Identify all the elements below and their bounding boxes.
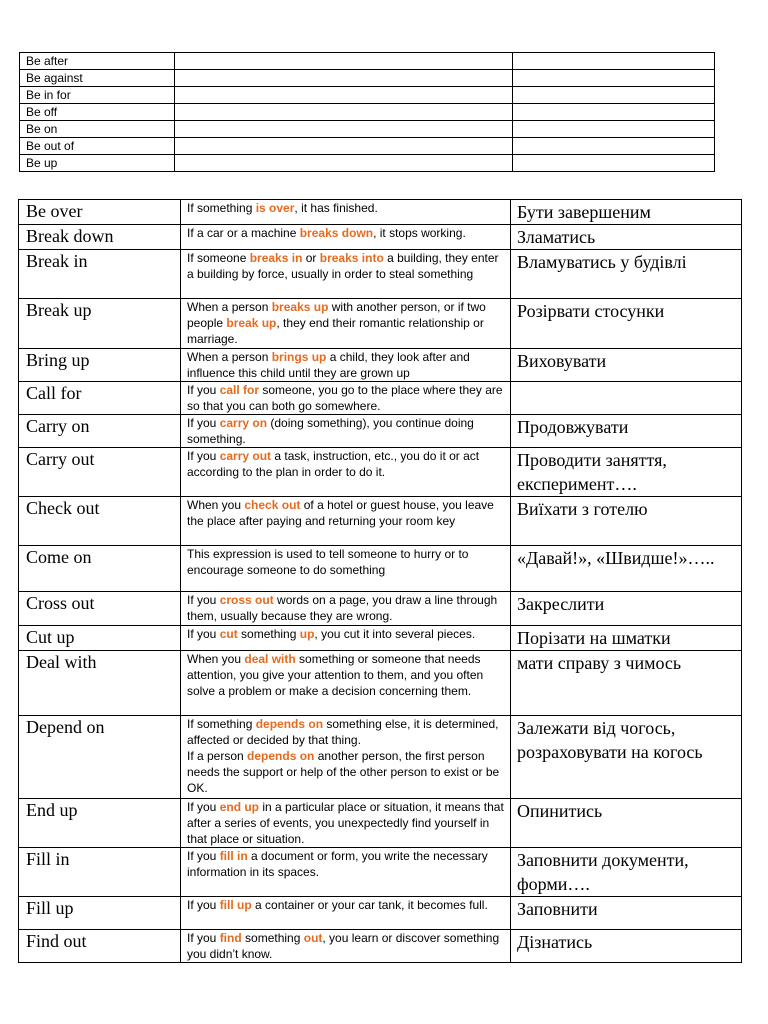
highlighted-phrasal-verb: carry on <box>219 416 268 430</box>
phrasal-verbs-table <box>18 199 742 963</box>
definition-text: When you <box>187 652 245 666</box>
phrasal-verb-term: Bring up <box>19 349 181 382</box>
phrasal-verb-cell: Be up <box>20 155 175 172</box>
definition-text: a child, they look after and influence this child until they are grown up <box>187 350 470 380</box>
definition-text: words on a page, you draw a line through them, usually because they are wrong. <box>187 593 498 623</box>
definition-text: If you <box>187 898 220 912</box>
translation-cell: Виховувати <box>511 349 742 382</box>
translation-cell: Дізнатись <box>511 930 742 963</box>
phrasal-verb-term: Be over <box>19 200 181 225</box>
translation-cell: мати справу з чимось <box>511 651 742 716</box>
definition-text: If you <box>187 383 220 397</box>
definition-text: If a person <box>187 749 248 763</box>
definition-text: If you <box>187 449 220 463</box>
definition-text: If something <box>187 717 256 731</box>
definition-text: (doing something), you continue doing something. <box>187 416 474 446</box>
phrasal-verb-cell: Be off <box>20 104 175 121</box>
definition-cell <box>181 799 511 848</box>
table-row <box>19 626 742 651</box>
empty-translation-cell <box>513 138 715 155</box>
translation-cell: Закреслити <box>511 592 742 626</box>
phrasal-verb-cell: Be out of <box>20 138 175 155</box>
translation-cell: Продовжувати <box>511 415 742 448</box>
table-row <box>19 651 742 716</box>
definition-text: another person, the first person needs the support or help of the other person to exist or be OK. <box>187 749 500 795</box>
definition-text: something <box>241 931 304 945</box>
translation-cell: Бути завершеним <box>511 200 742 225</box>
empty-definition-cell <box>175 121 513 138</box>
phrasal-verb-term: Break in <box>19 250 181 299</box>
definition-cell <box>181 225 511 250</box>
table-row <box>19 716 742 799</box>
definition-text: If you <box>187 416 220 430</box>
empty-translation-cell <box>513 104 715 121</box>
translation-cell: Порізати на шматки <box>511 626 742 651</box>
definition-cell <box>181 382 511 415</box>
empty-definition-cell <box>175 155 513 172</box>
phrasal-verb-term: Fill in <box>19 848 181 897</box>
definition-text: someone, you go to the place where they are so that you can both go somewhere. <box>187 383 503 413</box>
table-row <box>19 299 742 349</box>
table-row <box>19 848 742 897</box>
definition-text: , you cut it into several pieces. <box>314 627 476 641</box>
highlighted-phrasal-verb: breaks in <box>249 251 303 265</box>
definition-cell <box>181 716 511 799</box>
definition-text: When a person <box>187 350 272 364</box>
translation-cell: Вламуватись у будівлі <box>511 250 742 299</box>
phrasal-verb-term: Carry on <box>19 415 181 448</box>
highlighted-phrasal-verb: depends on <box>247 749 315 763</box>
empty-translation-cell <box>513 121 715 138</box>
translation-cell: Заповнити документи, форми…. <box>511 848 742 897</box>
highlighted-phrasal-verb: cross out <box>219 593 274 607</box>
definition-text: If you <box>187 849 220 863</box>
definition-text: of a hotel or guest house, you leave the place after paying and returning your room key <box>187 498 494 528</box>
translation-cell: Розірвати стосунки <box>511 299 742 349</box>
empty-definition-cell <box>175 138 513 155</box>
phrasal-verb-term: Cross out <box>19 592 181 626</box>
definition-text: something or someone that needs attention, you give your attention to them, and you often solve a problem or make a decision concerning them. <box>187 652 484 698</box>
definition-cell <box>181 349 511 382</box>
phrasal-verb-term: Break down <box>19 225 181 250</box>
phrasal-verb-cell: Be after <box>20 53 175 70</box>
highlighted-phrasal-verb: find <box>219 931 242 945</box>
phrasal-verb-term: Call for <box>19 382 181 415</box>
highlighted-phrasal-verb: end up <box>219 800 260 814</box>
table-row <box>19 897 742 930</box>
phrasal-verb-cell: Be against <box>20 70 175 87</box>
definition-cell <box>181 897 511 930</box>
highlighted-phrasal-verb: out <box>303 931 323 945</box>
blank-table-row <box>20 138 715 155</box>
table-row <box>19 225 742 250</box>
phrasal-verb-term: Come on <box>19 546 181 592</box>
highlighted-phrasal-verb: break up <box>226 316 277 330</box>
highlighted-phrasal-verb: up <box>299 627 315 641</box>
translation-cell: Виїхати з готелю <box>511 497 742 546</box>
empty-definition-cell <box>175 87 513 104</box>
highlighted-phrasal-verb: depends on <box>255 717 324 731</box>
translation-cell: «Давай!», «Швидше!»….. <box>511 546 742 592</box>
phrasal-verb-term: Depend on <box>19 716 181 799</box>
table-row <box>19 497 742 546</box>
definition-text: If something <box>187 201 256 215</box>
definition-cell <box>181 930 511 963</box>
definition-cell <box>181 415 511 448</box>
highlighted-phrasal-verb: brings up <box>271 350 327 364</box>
blank-table-row <box>20 104 715 121</box>
highlighted-phrasal-verb: breaks into <box>319 251 384 265</box>
phrasal-verb-term: Deal with <box>19 651 181 716</box>
definition-cell <box>181 497 511 546</box>
empty-definition-cell <box>175 70 513 87</box>
table-row <box>19 415 742 448</box>
highlighted-phrasal-verb: breaks down <box>299 226 374 240</box>
definition-cell <box>181 651 511 716</box>
definition-text: or <box>302 251 320 265</box>
highlighted-phrasal-verb: call for <box>219 383 260 397</box>
highlighted-phrasal-verb: is over <box>255 201 295 215</box>
definition-text: If you <box>187 931 220 945</box>
definition-text: If you <box>187 627 220 641</box>
table-row <box>19 546 742 592</box>
phrasal-verb-term: Find out <box>19 930 181 963</box>
definition-text: , you learn or discover something you didn’t know. <box>187 931 500 961</box>
definition-cell <box>181 546 511 592</box>
table-row <box>19 250 742 299</box>
definition-text: If a car or a machine <box>187 226 300 240</box>
definition-cell <box>181 848 511 897</box>
highlighted-phrasal-verb: check out <box>244 498 301 512</box>
definition-cell <box>181 448 511 497</box>
empty-translation-cell <box>513 70 715 87</box>
highlighted-phrasal-verb: cut <box>219 627 238 641</box>
table-row <box>19 592 742 626</box>
blank-table-row <box>20 53 715 70</box>
definition-cell <box>181 250 511 299</box>
translation-cell: Залежати від чогось, розраховувати на когось <box>511 716 742 799</box>
definition-text: in a particular place or situation, it means that after a series of events, you unexpectedly find yourself in that place or situation. <box>187 800 504 846</box>
definition-text: a building, they enter a building by force, usually in order to steal something <box>187 251 499 281</box>
translation-cell <box>511 382 742 415</box>
table-row <box>19 200 742 225</box>
highlighted-phrasal-verb: deal with <box>244 652 296 666</box>
definition-text: something <box>237 627 300 641</box>
definition-text: , it has finished. <box>294 201 378 215</box>
table-row <box>19 349 742 382</box>
table-row <box>19 382 742 415</box>
definition-text: , it stops working. <box>373 226 466 240</box>
definition-text: This expression is used to tell someone to hurry or to encourage someone to do something <box>187 547 469 577</box>
definition-text: , they end their romantic relationship or marriage. <box>187 316 484 346</box>
definition-text: a task, instruction, etc., you do it or act according to the plan in order to do it. <box>187 449 480 479</box>
phrasal-verb-term: Check out <box>19 497 181 546</box>
phrasal-verb-term: End up <box>19 799 181 848</box>
definition-text: If you <box>187 800 220 814</box>
translation-cell: Опинитись <box>511 799 742 848</box>
definition-cell <box>181 200 511 225</box>
phrasal-verbs-blank-table <box>19 52 715 172</box>
table-row <box>19 799 742 848</box>
definition-text: a container or your car tank, it becomes full. <box>251 898 488 912</box>
highlighted-phrasal-verb: breaks up <box>271 300 329 314</box>
translation-cell: Заповнити <box>511 897 742 930</box>
translation-cell: Проводити заняття, експеримент…. <box>511 448 742 497</box>
table-row <box>19 930 742 963</box>
empty-translation-cell <box>513 155 715 172</box>
definition-text: If someone <box>187 251 250 265</box>
table-row <box>19 448 742 497</box>
translation-cell: Зламатись <box>511 225 742 250</box>
definition-text: If you <box>187 593 220 607</box>
definition-text: with another person, or if two people <box>187 300 486 330</box>
definition-text: something else, it is determined, affected or decided by that thing. <box>187 717 499 747</box>
definition-text: a document or form, you write the necessary information in its spaces. <box>187 849 488 879</box>
blank-table-row <box>20 121 715 138</box>
highlighted-phrasal-verb: fill up <box>219 898 252 912</box>
highlighted-phrasal-verb: fill in <box>219 849 248 863</box>
phrasal-verb-cell: Be in for <box>20 87 175 104</box>
phrasal-verb-term: Carry out <box>19 448 181 497</box>
phrasal-verb-term: Fill up <box>19 897 181 930</box>
empty-definition-cell <box>175 104 513 121</box>
empty-definition-cell <box>175 53 513 70</box>
blank-table-row <box>20 70 715 87</box>
phrasal-verb-cell: Be on <box>20 121 175 138</box>
definition-text: When a person <box>187 300 272 314</box>
definition-cell <box>181 592 511 626</box>
empty-translation-cell <box>513 53 715 70</box>
definition-text: When you <box>187 498 245 512</box>
phrasal-verb-term: Break up <box>19 299 181 349</box>
definition-cell <box>181 299 511 349</box>
highlighted-phrasal-verb: carry out <box>219 449 272 463</box>
blank-table-row <box>20 155 715 172</box>
empty-translation-cell <box>513 87 715 104</box>
phrasal-verb-term: Cut up <box>19 626 181 651</box>
definition-cell <box>181 626 511 651</box>
blank-table-row <box>20 87 715 104</box>
